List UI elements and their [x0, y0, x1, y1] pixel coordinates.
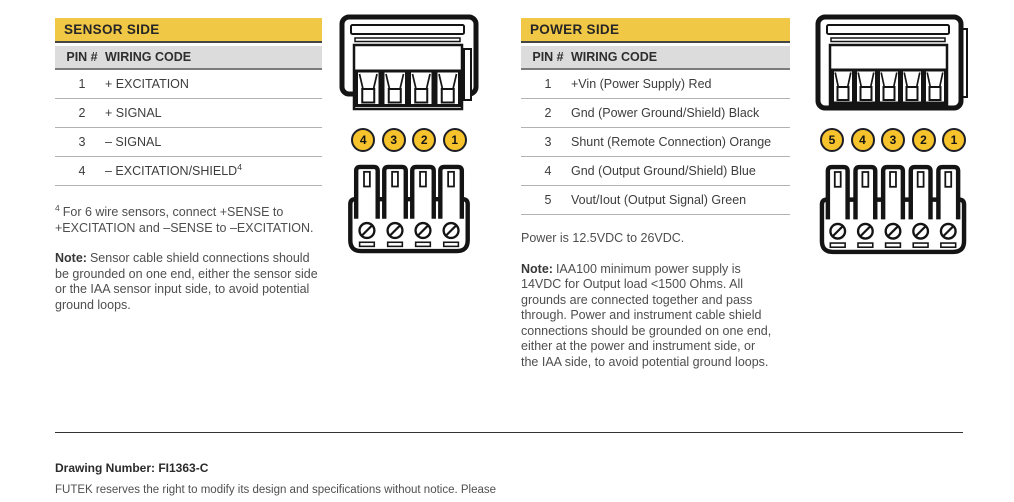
footnote-marker: 4	[237, 161, 242, 172]
power-connector-rear-view	[818, 164, 968, 255]
wiring-code-column-header: WIRING CODE	[571, 50, 658, 64]
pin-column-header: PIN #	[66, 50, 98, 64]
footer-disclaimer: FUTEK reserves the right to modify its design and specifications without notice. Please	[55, 484, 497, 496]
sensor-side-section	[55, 18, 322, 313]
pin-number: 1	[78, 77, 86, 91]
pin-number: 3	[544, 135, 552, 149]
wiring-code-column-header: WIRING CODE	[105, 50, 192, 64]
wiring-code: Vout/Iout (Output Signal) Green	[571, 193, 747, 207]
pin-column-header: PIN #	[532, 50, 564, 64]
table-row	[55, 70, 322, 99]
sensor-side-table-title: SENSOR SIDE	[55, 18, 322, 43]
power-connector-front-view	[815, 14, 971, 114]
power-side-table-title: POWER SIDE	[521, 18, 790, 43]
pin-number: 5	[544, 193, 552, 207]
pin-badge: 4	[851, 128, 875, 152]
sensor-connector-illustration	[338, 14, 480, 254]
footer-divider	[55, 432, 963, 433]
drawing-number: Drawing Number: FI1363-C	[55, 461, 209, 475]
wiring-code: Gnd (Output Ground/Shield) Blue	[571, 164, 756, 178]
wiring-code: Gnd (Power Ground/Shield) Black	[571, 106, 760, 120]
pin-badge: 4	[351, 128, 375, 152]
pin-badge: 2	[912, 128, 936, 152]
pin-number: 2	[544, 106, 552, 120]
power-side-table	[521, 18, 790, 215]
wiring-code: – EXCITATION/SHIELD$^4$	[105, 161, 242, 178]
wiring-code: + SIGNAL	[105, 106, 162, 120]
table-row	[521, 186, 790, 215]
sensor-side-table	[55, 18, 322, 186]
note-label: Note:	[521, 261, 553, 276]
table-row	[521, 99, 790, 128]
wiring-code: – SIGNAL	[105, 135, 162, 149]
pin-number: 2	[78, 106, 86, 120]
pin-number: 1	[544, 77, 552, 91]
table-row	[55, 128, 322, 157]
table-row	[55, 99, 322, 128]
pin-badge: 2	[412, 128, 436, 152]
table-row	[521, 70, 790, 99]
pin-badge: 1	[443, 128, 467, 152]
power-voltage-note: Power is 12.5VDC to 26VDC.	[521, 231, 685, 245]
power-note: Note: IAA100 minimum power supply is 14VDC for Output load <1500 Ohms. All grounds are connected together and pass through. Power and instrument cable shield connections should be grounded on one end, either at the power and instrument side, or the IAA side, to avoid potential ground loops.	[521, 261, 772, 369]
sensor-side-table-header	[55, 46, 322, 70]
pin-badge: 5	[820, 128, 844, 152]
power-side-table-header	[521, 46, 790, 70]
sensor-footnote: $^4$ For 6 wire sensors, connect +SENSE to +EXCITATION and –SENSE to –EXCITATION.	[55, 202, 314, 235]
footnote-marker: 4	[55, 202, 60, 213]
pin-badge: 3	[382, 128, 406, 152]
pin-number: 4	[78, 164, 86, 178]
pin-number: 4	[544, 164, 552, 178]
table-row	[521, 157, 790, 186]
pin-badge: 3	[881, 128, 905, 152]
table-row	[521, 128, 790, 157]
wiring-code: +Vin (Power Supply) Red	[571, 77, 712, 91]
table-row	[55, 157, 322, 186]
wiring-code: + EXCITATION	[105, 77, 189, 91]
sensor-connector-rear-view	[346, 164, 472, 254]
power-connector-illustration	[814, 14, 972, 255]
pin-number: 3	[78, 135, 86, 149]
note-label: Note:	[55, 251, 87, 265]
sensor-note: Note: Sensor cable shield connections should be grounded on one end, either the sensor side or the IAA sensor input side, to avoid potential ground loops.	[55, 251, 318, 312]
pin-badge: 1	[942, 128, 966, 152]
sensor-pin-badges	[351, 128, 467, 152]
wiring-code: Shunt (Remote Connection) Orange	[571, 135, 772, 149]
power-pin-badges	[820, 128, 966, 152]
power-side-section	[521, 18, 790, 370]
sensor-connector-front-view	[339, 14, 479, 114]
